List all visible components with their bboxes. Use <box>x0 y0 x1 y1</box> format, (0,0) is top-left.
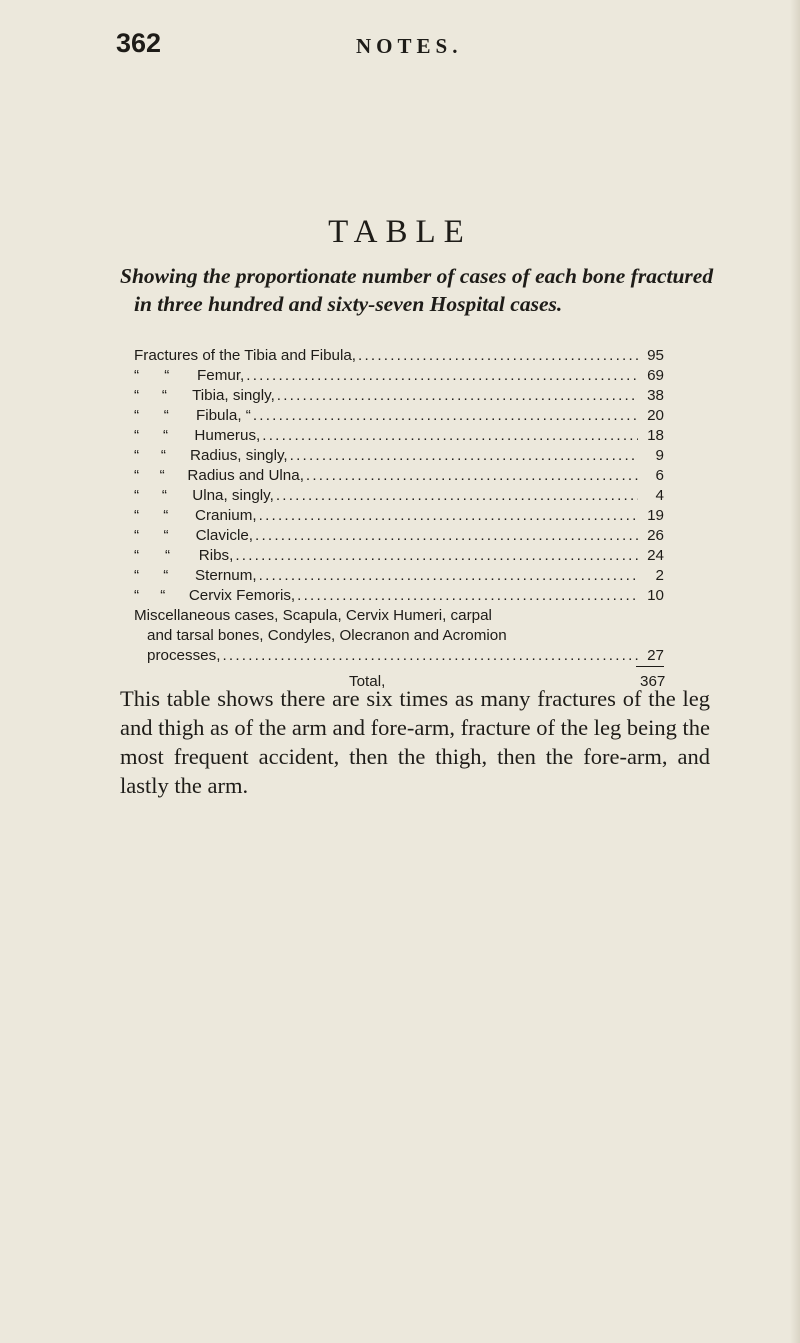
body-paragraph: This table shows there are six times as many fractures of the leg and thigh as of the arm and fore-arm, fracture of the leg being the most frequent accident, then the thigh, then the fore-arm, and lastly the arm. <box>120 686 710 798</box>
table-row <box>134 526 664 546</box>
row-value: 6 <box>655 467 664 484</box>
ditto-mark: “ <box>134 447 140 464</box>
sum-rule <box>636 666 664 667</box>
dot-leader <box>259 566 638 586</box>
ditto-mark: “ <box>160 447 166 464</box>
row-value: 38 <box>647 387 664 404</box>
ditto-mark: “ <box>163 567 169 584</box>
table-title: TABLE <box>328 214 472 250</box>
row-value: 69 <box>647 367 664 384</box>
page-header <box>0 28 800 68</box>
ditto-mark: “ <box>164 367 170 384</box>
table-row <box>134 586 664 606</box>
row-label: Radius and Ulna, <box>187 467 304 484</box>
total-value: 367 <box>640 673 666 690</box>
row-label: Cranium, <box>195 507 257 524</box>
row-label: Fibula, “ <box>195 407 251 424</box>
table-subtitle <box>120 262 720 318</box>
row-label: Tibia, singly, <box>192 387 275 404</box>
dot-leader <box>222 646 638 666</box>
running-head: NOTES. <box>356 34 463 58</box>
ditto-mark: “ <box>134 567 140 584</box>
row-value: 26 <box>647 527 664 544</box>
table-row <box>134 646 664 666</box>
ditto-mark: “ <box>163 507 169 524</box>
row-label: Sternum, <box>195 567 257 584</box>
row-label: Cervix Femoris, <box>188 587 296 604</box>
ditto-mark: “ <box>134 507 140 524</box>
row-value: 20 <box>647 407 665 424</box>
row-label: Fractures of the Tibia and Fibula, <box>134 347 357 364</box>
table-row <box>134 506 664 526</box>
row-value: 9 <box>655 447 664 464</box>
dot-leader <box>290 446 638 466</box>
dot-leader <box>276 486 638 506</box>
row-value: 4 <box>655 487 664 504</box>
misc-value: 27 <box>647 647 664 664</box>
dot-leader <box>259 506 638 526</box>
misc-entry <box>134 606 664 666</box>
row-value: 18 <box>647 427 664 444</box>
table-row <box>134 566 664 586</box>
sum-rule-row <box>134 666 664 672</box>
dot-leader <box>246 366 638 386</box>
ditto-mark: “ <box>161 487 167 504</box>
ditto-mark: “ <box>134 367 140 384</box>
dot-leader <box>358 346 638 366</box>
row-label: Radius, singly, <box>190 447 288 464</box>
table-row <box>134 546 664 566</box>
misc-line-2: and tarsal bones, Condyles, Olecranon and Acromion <box>147 627 507 644</box>
row-label: Ulna, singly, <box>192 487 274 504</box>
page-edge <box>790 0 800 1343</box>
ditto-mark: “ <box>134 587 140 604</box>
table-row <box>134 346 664 366</box>
table-row <box>134 446 664 466</box>
ditto-mark: “ <box>134 467 140 484</box>
ditto-mark: “ <box>165 547 171 564</box>
ditto-mark: “ <box>134 547 140 564</box>
ditto-mark: “ <box>162 427 169 444</box>
dot-leader <box>262 426 638 446</box>
subtitle-line-1: Showing the proportionate number of cases of each bone fractured <box>120 264 714 288</box>
dot-leader <box>277 386 638 406</box>
row-label: Ribs, <box>198 547 234 564</box>
ditto-mark: “ <box>134 527 140 544</box>
ditto-mark: “ <box>134 407 140 424</box>
dot-leader <box>235 546 638 566</box>
row-value: 2 <box>655 567 664 584</box>
table-row <box>134 426 664 446</box>
total-label: Total, <box>349 673 386 690</box>
table-row <box>134 486 664 506</box>
fracture-table <box>134 346 664 692</box>
ditto-mark: “ <box>159 467 165 484</box>
misc-line-1: Miscellaneous cases, Scapula, Cervix Humeri, carpal <box>134 607 492 624</box>
misc-line-3: processes, <box>147 647 221 664</box>
row-value: 24 <box>647 547 664 564</box>
subtitle-line-2: in three hundred and sixty-seven Hospital cases. <box>134 292 563 316</box>
row-value: 10 <box>647 587 664 604</box>
dot-leader <box>255 526 638 546</box>
table-row <box>134 366 664 386</box>
row-label: Clavicle, <box>195 527 253 544</box>
table-row <box>134 466 664 486</box>
ditto-mark: “ <box>160 587 166 604</box>
table-row <box>134 406 664 426</box>
ditto-mark: “ <box>161 387 167 404</box>
page-number: 362 <box>116 28 162 58</box>
row-value: 19 <box>647 507 664 524</box>
row-label: Humerus, <box>194 427 261 444</box>
ditto-mark: “ <box>134 487 140 504</box>
dot-leader <box>306 466 638 486</box>
ditto-mark: “ <box>134 387 140 404</box>
dot-leader <box>253 406 638 426</box>
ditto-mark: “ <box>163 407 169 424</box>
ditto-mark: “ <box>134 427 140 444</box>
ditto-mark: “ <box>163 527 169 544</box>
row-value: 95 <box>647 347 664 364</box>
row-label: Femur, <box>197 367 245 384</box>
dot-leader <box>297 586 638 606</box>
table-row <box>134 386 664 406</box>
